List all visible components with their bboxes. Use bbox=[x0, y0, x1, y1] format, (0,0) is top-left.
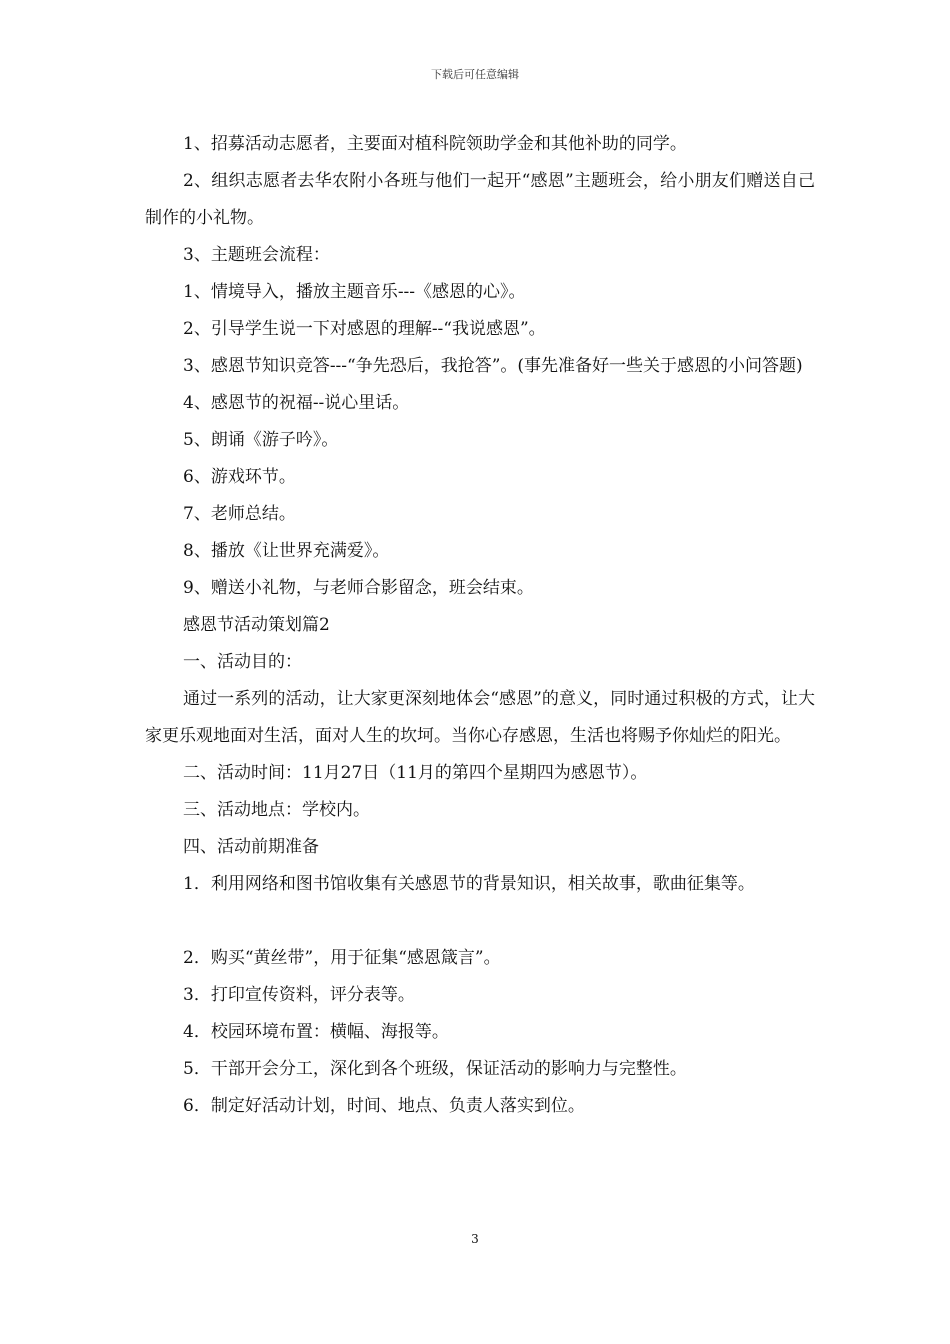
paragraph: 4、感恩节的祝福--说心里话。 bbox=[183, 393, 410, 413]
paragraph: 6．制定好活动计划，时间、地点、负责人落实到位。 bbox=[183, 1096, 585, 1116]
paragraph: 3．打印宣传资料，评分表等。 bbox=[183, 985, 415, 1005]
section-heading: 感恩节活动策划篇2 bbox=[183, 615, 330, 635]
paragraph: 5．干部开会分工，深化到各个班级，保证活动的影响力与完整性。 bbox=[183, 1059, 687, 1079]
paragraph: 三、活动地点：学校内。 bbox=[183, 800, 370, 820]
paragraph: 2、引导学生说一下对感恩的理解--“我说感恩”。 bbox=[183, 319, 546, 339]
blank-line bbox=[145, 903, 815, 940]
document-body bbox=[145, 126, 815, 1125]
paragraph: 8、播放《让世界充满爱》。 bbox=[183, 541, 390, 561]
paragraph: 1、招募活动志愿者，主要面对植科院领助学金和其他补助的同学。 bbox=[183, 134, 687, 154]
paragraph: 二、活动时间：11月27日（11月的第四个星期四为感恩节）。 bbox=[183, 763, 648, 783]
header-note: 下载后可任意编辑 bbox=[431, 68, 519, 81]
paragraph: 2、组织志愿者去华农附小各班与他们一起开“感恩”主题班会，给小朋友们赠送自己制作的小礼物。 bbox=[145, 171, 815, 228]
paragraph: 通过一系列的活动，让大家更深刻地体会“感恩”的意义，同时通过积极的方式，让大家更乐观地面对生活，面对人生的坎坷。当你心存感恩，生活也将赐予你灿烂的阳光。 bbox=[145, 689, 815, 746]
paragraph: 6、游戏环节。 bbox=[183, 467, 296, 487]
page-number: 3 bbox=[471, 1232, 479, 1246]
paragraph: 四、活动前期准备 bbox=[183, 837, 319, 857]
paragraph: 1、情境导入，播放主题音乐---《感恩的心》。 bbox=[183, 282, 526, 302]
paragraph: 1．利用网络和图书馆收集有关感恩节的背景知识，相关故事，歌曲征集等。 bbox=[183, 874, 755, 894]
paragraph: 5、朗诵《游子吟》。 bbox=[183, 430, 339, 450]
paragraph: 9、赠送小礼物，与老师合影留念，班会结束。 bbox=[183, 578, 534, 598]
paragraph: 2．购买“黄丝带”，用于征集“感恩箴言”。 bbox=[183, 948, 501, 968]
paragraph: 3、主题班会流程： bbox=[183, 245, 330, 265]
paragraph: 一、活动目的： bbox=[183, 652, 302, 672]
paragraph: 3、感恩节知识竞答---“争先恐后，我抢答”。(事先准备好一些关于感恩的小问答题) bbox=[183, 356, 803, 376]
paragraph: 4．校园环境布置：横幅、海报等。 bbox=[183, 1022, 449, 1042]
paragraph: 7、老师总结。 bbox=[183, 504, 296, 524]
